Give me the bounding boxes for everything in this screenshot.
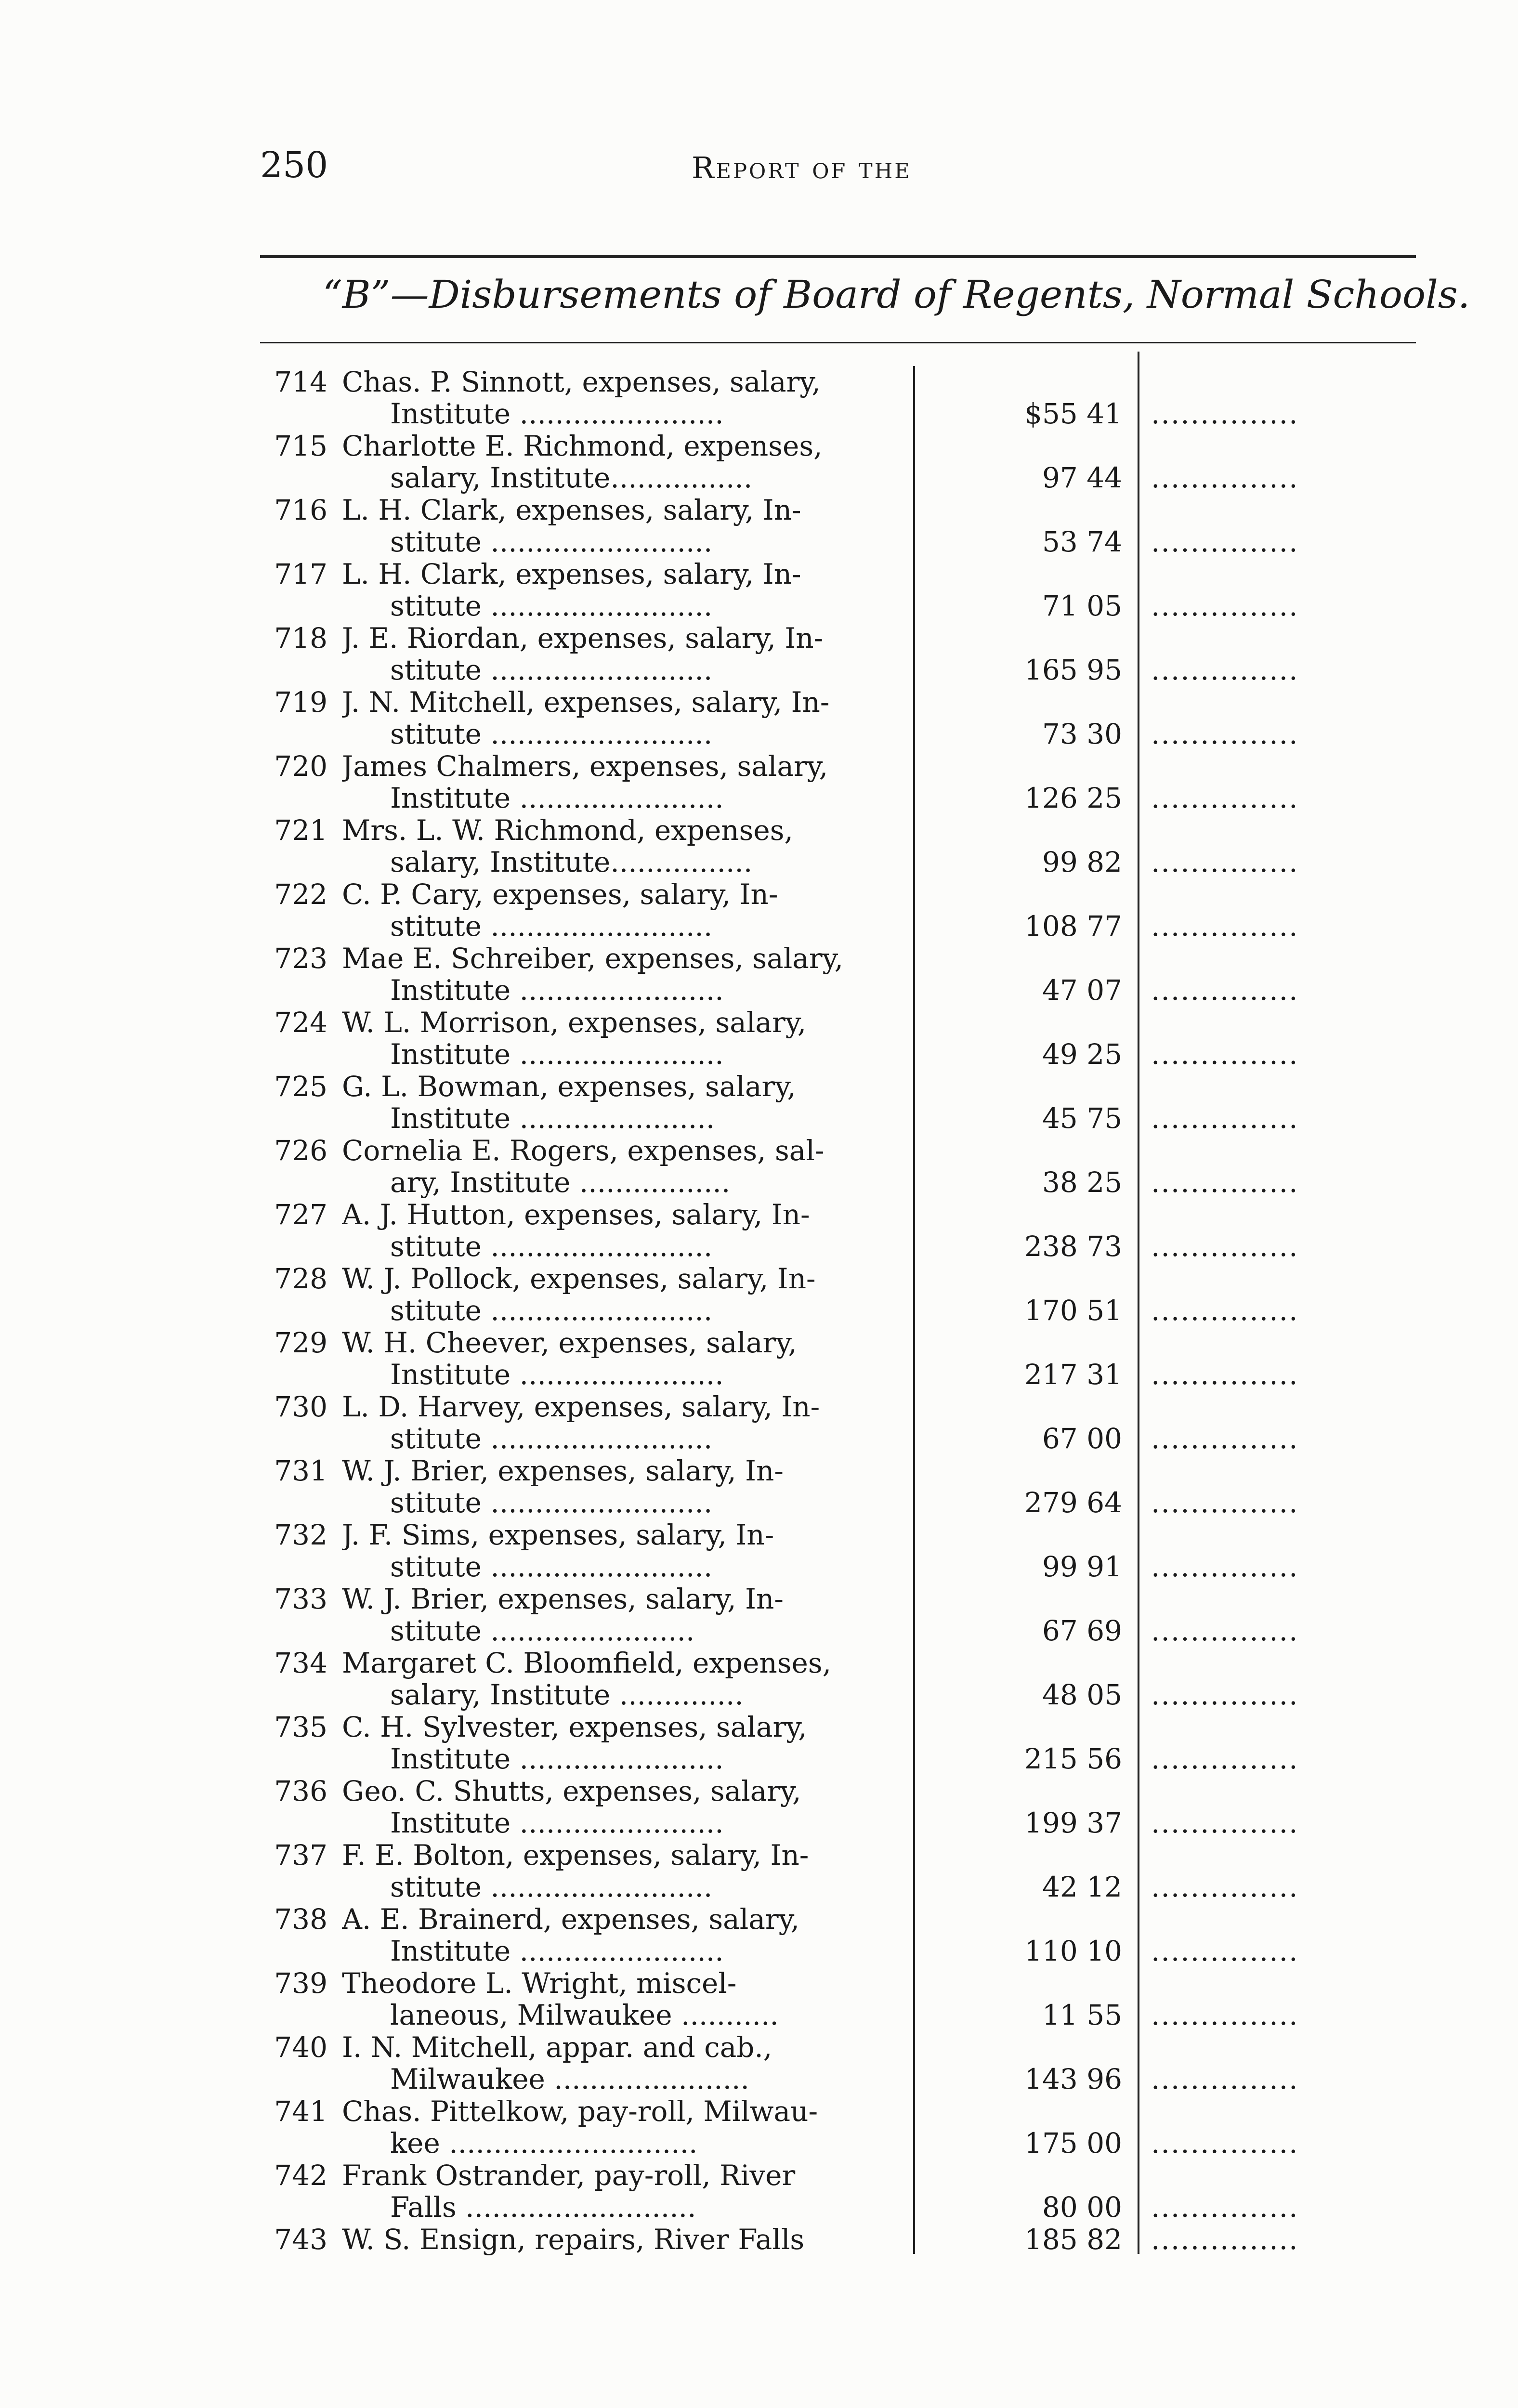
entry-number: 724 (274, 1006, 327, 1039)
entry-number: 723 (274, 942, 327, 975)
entry-description: W. S. Ensign, repairs, River Falls (342, 2224, 805, 2255)
entry-dot-leader: ............... (1151, 1295, 1299, 1326)
entry-amount: 126 25 (1024, 782, 1122, 814)
entry-amount: 215 56 (1024, 1742, 1122, 1775)
entry-number: 727 (274, 1198, 327, 1231)
entry-description-continued: salary, Institute................ (390, 846, 753, 878)
entry-amount: $55 41 (1024, 397, 1122, 430)
list-item (0, 430, 1518, 494)
entry-number: 732 (274, 1518, 327, 1551)
list-item (0, 2095, 1518, 2159)
entry-description-continued: stitute ....................... (390, 1615, 695, 1647)
entry-dot-leader: ............... (1151, 1807, 1299, 1839)
list-item (0, 1135, 1518, 1199)
entry-dot-leader: ............... (1151, 2224, 1299, 2255)
entry-dot-leader: ............... (1151, 718, 1299, 750)
entry-amount: 67 69 (1042, 1614, 1122, 1647)
entry-number: 730 (274, 1390, 327, 1423)
list-item (0, 1263, 1518, 1327)
entry-description-continued: stitute ......................... (390, 1487, 713, 1518)
entry-description: G. L. Bowman, expenses, salary, (342, 1071, 796, 1102)
list-item (0, 558, 1518, 622)
list-item (0, 1007, 1518, 1071)
entry-description: L. H. Clark, expenses, salary, In- (342, 494, 801, 526)
entry-dot-leader: ............... (1151, 654, 1299, 686)
entry-number: 716 (274, 494, 327, 526)
entry-description: J. E. Riordan, expenses, salary, In- (342, 622, 824, 654)
entry-amount: 199 37 (1024, 1806, 1122, 1839)
entry-amount: 48 05 (1042, 1678, 1122, 1711)
entry-description: W. L. Morrison, expenses, salary, (342, 1007, 807, 1038)
entry-description: Chas. P. Sinnott, expenses, salary, (342, 366, 821, 398)
entry-description-continued: Institute ....................... (390, 1935, 724, 1967)
list-item (0, 1519, 1518, 1583)
entry-number: 722 (274, 878, 327, 911)
entry-description: W. H. Cheever, expenses, salary, (342, 1327, 797, 1359)
entry-description-continued: Milwaukee ...................... (390, 2063, 749, 2095)
top-rule (260, 255, 1416, 258)
page-number: 250 (260, 144, 328, 186)
entry-dot-leader: ............... (1151, 1359, 1299, 1390)
entry-dot-leader: ............... (1151, 1423, 1299, 1454)
entry-number: 733 (274, 1583, 327, 1615)
entry-amount: 67 00 (1042, 1422, 1122, 1455)
entry-description-continued: stitute ......................... (390, 910, 713, 942)
entry-number: 736 (274, 1775, 327, 1807)
entry-description-continued: salary, Institute................ (390, 462, 753, 494)
entry-dot-leader: ............... (1151, 974, 1299, 1006)
entry-amount: 80 00 (1042, 2191, 1122, 2224)
entry-amount: 143 96 (1024, 2063, 1122, 2095)
list-item (0, 2031, 1518, 2095)
entry-description: Cornelia E. Rogers, expenses, sal- (342, 1135, 824, 1166)
entry-dot-leader: ............... (1151, 2063, 1299, 2095)
entry-description: Charlotte E. Richmond, expenses, (342, 430, 823, 462)
entry-amount: 217 31 (1024, 1358, 1122, 1391)
entry-dot-leader: ............... (1151, 1871, 1299, 1903)
entry-number: 726 (274, 1134, 327, 1167)
entry-number: 725 (274, 1070, 327, 1103)
entry-description-continued: kee ............................ (390, 2127, 698, 2159)
entry-number: 740 (274, 2031, 327, 2064)
entry-dot-leader: ............... (1151, 1743, 1299, 1775)
entry-number: 728 (274, 1262, 327, 1295)
entry-number: 729 (274, 1326, 327, 1359)
entry-description: A. J. Hutton, expenses, salary, In- (342, 1199, 810, 1230)
entry-description-continued: stitute ......................... (390, 1551, 713, 1583)
entry-description-continued: Institute ....................... (390, 398, 724, 430)
entry-description: I. N. Mitchell, appar. and cab., (342, 2031, 772, 2063)
entry-dot-leader: ............... (1151, 1679, 1299, 1711)
list-item (0, 2224, 1518, 2288)
entry-number: 737 (274, 1839, 327, 1871)
entry-description: James Chalmers, expenses, salary, (342, 750, 828, 782)
list-item (0, 1839, 1518, 1903)
list-item (0, 1711, 1518, 1775)
entry-description-continued: Falls .......................... (390, 2191, 696, 2223)
entry-dot-leader: ............... (1151, 1038, 1299, 1070)
entry-dot-leader: ............... (1151, 462, 1299, 494)
entry-number: 721 (274, 814, 327, 847)
entry-number: 714 (274, 366, 327, 398)
entry-amount: 175 00 (1024, 2127, 1122, 2159)
entry-description-continued: stitute ......................... (390, 654, 713, 686)
entry-description-continued: salary, Institute .............. (390, 1679, 744, 1711)
list-item (0, 750, 1518, 814)
list-item (0, 2159, 1518, 2224)
entry-description-continued: ary, Institute ................. (390, 1166, 731, 1198)
entry-number: 715 (274, 430, 327, 462)
entry-amount: 99 91 (1042, 1550, 1122, 1583)
title-rule (260, 342, 1416, 343)
entry-number: 720 (274, 750, 327, 783)
entry-amount: 73 30 (1042, 718, 1122, 750)
entry-dot-leader: ............... (1151, 1230, 1299, 1262)
table-title: “B”—Disbursements of Board of Regents, Normal Schools. (323, 272, 1470, 317)
list-item (0, 942, 1518, 1007)
entry-description-continued: stitute ......................... (390, 718, 713, 750)
entry-number: 741 (274, 2095, 327, 2128)
entry-dot-leader: ............... (1151, 846, 1299, 878)
entry-amount: 99 82 (1042, 846, 1122, 878)
entry-dot-leader: ............... (1151, 782, 1299, 814)
entry-amount: 108 77 (1024, 910, 1122, 942)
entry-dot-leader: ............... (1151, 1551, 1299, 1583)
entry-description-continued: Institute ....................... (390, 974, 724, 1006)
entry-amount: 110 10 (1024, 1935, 1122, 1967)
entry-description-continued: stitute ......................... (390, 1295, 713, 1326)
entry-dot-leader: ............... (1151, 2191, 1299, 2223)
entry-number: 738 (274, 1903, 327, 1936)
entry-number: 718 (274, 622, 327, 654)
list-item (0, 686, 1518, 750)
entry-description: Frank Ostrander, pay-roll, River (342, 2159, 796, 2191)
entry-dot-leader: ............... (1151, 526, 1299, 558)
entry-amount: 97 44 (1042, 461, 1122, 494)
list-item (0, 1391, 1518, 1455)
entry-dot-leader: ............... (1151, 398, 1299, 430)
entry-amount: 238 73 (1024, 1230, 1122, 1263)
list-item (0, 622, 1518, 686)
entry-number: 735 (274, 1711, 327, 1743)
entry-description-continued: stitute ......................... (390, 590, 713, 622)
list-item (0, 1775, 1518, 1839)
list-item (0, 1327, 1518, 1391)
list-item (0, 1583, 1518, 1647)
list-item (0, 366, 1518, 430)
entry-description-continued: Institute ....................... (390, 1743, 724, 1775)
entry-description-continued: Institute ....................... (390, 1807, 724, 1839)
entry-description: L. H. Clark, expenses, salary, In- (342, 558, 801, 590)
entry-dot-leader: ............... (1151, 2127, 1299, 2159)
list-item (0, 1199, 1518, 1263)
entry-amount: 185 82 (1024, 2223, 1122, 2256)
list-item (0, 1647, 1518, 1711)
entry-number: 717 (274, 558, 327, 590)
entry-description-continued: stitute ......................... (390, 1423, 713, 1454)
list-item (0, 494, 1518, 558)
entry-description-continued: Institute ....................... (390, 1038, 724, 1070)
list-item (0, 878, 1518, 942)
list-item (0, 1455, 1518, 1519)
entry-dot-leader: ............... (1151, 1102, 1299, 1134)
entry-description: A. E. Brainerd, expenses, salary, (342, 1903, 800, 1935)
entry-description-continued: stitute ......................... (390, 1230, 713, 1262)
entry-amount: 11 55 (1042, 1999, 1122, 2031)
entry-description: J. F. Sims, expenses, salary, In- (342, 1519, 774, 1551)
entry-description-continued: laneous, Milwaukee ........... (390, 1999, 779, 2031)
list-item (0, 1903, 1518, 1967)
entry-number: 731 (274, 1454, 327, 1487)
entry-description: W. J. Brier, expenses, salary, In- (342, 1455, 784, 1487)
entry-dot-leader: ............... (1151, 1999, 1299, 2031)
entry-dot-leader: ............... (1151, 1166, 1299, 1198)
entry-description-continued: stitute ......................... (390, 526, 713, 558)
entry-amount: 53 74 (1042, 525, 1122, 558)
entry-dot-leader: ............... (1151, 1935, 1299, 1967)
entry-description: C. P. Cary, expenses, salary, In- (342, 878, 778, 910)
entry-description: C. H. Sylvester, expenses, salary, (342, 1711, 807, 1743)
entry-dot-leader: ............... (1151, 590, 1299, 622)
entry-amount: 279 64 (1024, 1486, 1122, 1519)
entry-dot-leader: ............... (1151, 1487, 1299, 1518)
entry-description: L. D. Harvey, expenses, salary, In- (342, 1391, 820, 1423)
entry-amount: 165 95 (1024, 654, 1122, 686)
entry-description-continued: Institute ...................... (390, 1102, 715, 1134)
entry-number: 734 (274, 1647, 327, 1679)
entry-number: 739 (274, 1967, 327, 2000)
entry-description: Geo. C. Shutts, expenses, salary, (342, 1775, 801, 1807)
entry-amount: 38 25 (1042, 1166, 1122, 1199)
entry-description: Margaret C. Bloomfield, expenses, (342, 1647, 832, 1679)
entry-amount: 49 25 (1042, 1038, 1122, 1071)
running-head: Report of the (692, 150, 912, 185)
entry-amount: 42 12 (1042, 1871, 1122, 1903)
entry-description-continued: stitute ......................... (390, 1871, 713, 1903)
entry-description: F. E. Bolton, expenses, salary, In- (342, 1839, 809, 1871)
entry-description: Mrs. L. W. Richmond, expenses, (342, 814, 793, 846)
list-item (0, 1967, 1518, 2031)
entry-description: Mae E. Schreiber, expenses, salary, (342, 942, 844, 974)
entry-description-continued: Institute ....................... (390, 1359, 724, 1390)
entry-amount: 47 07 (1042, 974, 1122, 1007)
entry-description: W. J. Pollock, expenses, salary, In- (342, 1263, 816, 1295)
entry-amount: 170 51 (1024, 1294, 1122, 1327)
entry-description-continued: Institute ....................... (390, 782, 724, 814)
list-item (0, 1071, 1518, 1135)
entry-dot-leader: ............... (1151, 1615, 1299, 1647)
list-item (0, 814, 1518, 878)
entry-amount: 45 75 (1042, 1102, 1122, 1135)
entry-description: W. J. Brier, expenses, salary, In- (342, 1583, 784, 1615)
entry-number: 742 (274, 2159, 327, 2192)
entry-description: Chas. Pittelkow, pay-roll, Milwau- (342, 2095, 818, 2127)
entry-amount: 71 05 (1042, 589, 1122, 622)
entry-number: 719 (274, 686, 327, 719)
entry-description: J. N. Mitchell, expenses, salary, In- (342, 686, 830, 718)
entry-dot-leader: ............... (1151, 910, 1299, 942)
entry-description: Theodore L. Wright, miscel- (342, 1967, 737, 1999)
entry-number: 743 (274, 2223, 327, 2256)
